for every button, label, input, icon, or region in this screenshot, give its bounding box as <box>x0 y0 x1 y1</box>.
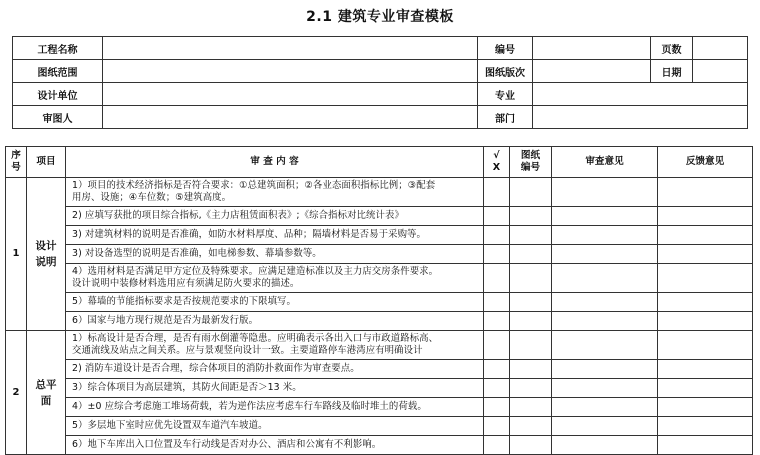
drawing-no-cell[interactable] <box>510 331 552 360</box>
feedback-cell[interactable] <box>658 331 753 360</box>
check-cell[interactable] <box>484 226 510 245</box>
feedback-cell[interactable] <box>658 379 753 398</box>
section-number: 2 <box>6 331 27 455</box>
info-row <box>13 60 748 83</box>
drawing-no-cell[interactable] <box>510 436 552 455</box>
check-cell[interactable] <box>484 360 510 379</box>
feedback-cell[interactable] <box>658 226 753 245</box>
opinion-cell[interactable] <box>552 293 658 312</box>
drawing-version-label: 图纸版次 <box>478 60 533 83</box>
opinion-header: 审查意见 <box>552 147 658 178</box>
number-label: 编号 <box>478 37 533 60</box>
feedback-cell[interactable] <box>658 293 753 312</box>
review-content: 3) 对建筑材料的说明是否准确，如防水材料厚度、品种；隔墙材料是否易于采购等。 <box>66 226 484 245</box>
section-item: 设计 说明 <box>27 178 66 331</box>
opinion-cell[interactable] <box>552 264 658 293</box>
section-item: 总平 面 <box>27 331 66 455</box>
table-row <box>6 245 753 264</box>
opinion-cell[interactable] <box>552 226 658 245</box>
opinion-cell[interactable] <box>552 398 658 417</box>
reviewer-label: 审图人 <box>13 106 103 129</box>
feedback-cell[interactable] <box>658 264 753 293</box>
check-cell[interactable] <box>484 417 510 436</box>
check-cell[interactable] <box>484 331 510 360</box>
feedback-cell[interactable] <box>658 207 753 226</box>
opinion-cell[interactable] <box>552 245 658 264</box>
drawing-no-cell[interactable] <box>510 417 552 436</box>
feedback-cell[interactable] <box>658 178 753 207</box>
table-row <box>6 360 753 379</box>
opinion-cell[interactable] <box>552 417 658 436</box>
reviewer-field[interactable] <box>103 106 478 129</box>
table-row <box>6 264 753 293</box>
date-label: 日期 <box>651 60 693 83</box>
discipline-label: 专业 <box>478 83 533 106</box>
check-cell[interactable] <box>484 436 510 455</box>
opinion-cell[interactable] <box>552 379 658 398</box>
opinion-cell[interactable] <box>552 331 658 360</box>
drawing-no-cell[interactable] <box>510 226 552 245</box>
date-field[interactable] <box>693 60 748 83</box>
drawing-version-field[interactable] <box>533 60 651 83</box>
feedback-cell[interactable] <box>658 360 753 379</box>
feedback-cell[interactable] <box>658 417 753 436</box>
review-content: 3) 对设备选型的说明是否准确，如电梯参数、幕墙参数等。 <box>66 245 484 264</box>
feedback-header: 反馈意见 <box>658 147 753 178</box>
opinion-cell[interactable] <box>552 312 658 331</box>
drawing-no-cell[interactable] <box>510 178 552 207</box>
table-row <box>6 178 753 207</box>
feedback-cell[interactable] <box>658 398 753 417</box>
seq-header: 序 号 <box>6 147 27 178</box>
feedback-cell[interactable] <box>658 312 753 331</box>
table-row <box>6 417 753 436</box>
project-name-field[interactable] <box>103 37 478 60</box>
table-row <box>6 331 753 360</box>
review-content: 5）幕墙的节能指标要求是否按规范要求的下限填写。 <box>66 293 484 312</box>
opinion-cell[interactable] <box>552 436 658 455</box>
drawing-no-header: 图纸 编号 <box>510 147 552 178</box>
review-content: 6）地下车库出入口位置及车行动线是否对办公、酒店和公寓有不利影响。 <box>66 436 484 455</box>
table-row <box>6 379 753 398</box>
review-header-row <box>6 147 753 178</box>
table-row <box>6 226 753 245</box>
item-header: 项目 <box>27 147 66 178</box>
department-field[interactable] <box>533 106 748 129</box>
review-table <box>5 146 753 455</box>
pages-field[interactable] <box>693 37 748 60</box>
project-name-label: 工程名称 <box>13 37 103 60</box>
info-row <box>13 37 748 60</box>
review-content: 5）多层地下室时应优先设置双车道汽车坡道。 <box>66 417 484 436</box>
check-cell[interactable] <box>484 379 510 398</box>
design-unit-label: 设计单位 <box>13 83 103 106</box>
opinion-cell[interactable] <box>552 360 658 379</box>
info-row <box>13 106 748 129</box>
check-cell[interactable] <box>484 178 510 207</box>
drawing-no-cell[interactable] <box>510 360 552 379</box>
content-header: 审 查 内 容 <box>66 147 484 178</box>
table-row <box>6 436 753 455</box>
discipline-field[interactable] <box>533 83 748 106</box>
opinion-cell[interactable] <box>552 178 658 207</box>
review-content: 1）项目的技术经济指标是否符合要求：①总建筑面积；②各业态面积指标比例；③配套 用房、设施；④车位数；⑤建筑高度。 <box>66 178 484 207</box>
feedback-cell[interactable] <box>658 436 753 455</box>
check-cell[interactable] <box>484 245 510 264</box>
feedback-cell[interactable] <box>658 245 753 264</box>
drawing-no-cell[interactable] <box>510 264 552 293</box>
department-label: 部门 <box>478 106 533 129</box>
pages-label: 页数 <box>651 37 693 60</box>
table-row <box>6 293 753 312</box>
design-unit-field[interactable] <box>103 83 478 106</box>
check-cell[interactable] <box>484 293 510 312</box>
drawing-scope-label: 图纸范围 <box>13 60 103 83</box>
review-content: 2) 消防车道设计是否合理，综合体项目的消防扑救面作为审查要点。 <box>66 360 484 379</box>
drawing-no-cell[interactable] <box>510 293 552 312</box>
number-field[interactable] <box>533 37 651 60</box>
check-cell[interactable] <box>484 312 510 331</box>
section-number: 1 <box>6 178 27 331</box>
drawing-no-cell[interactable] <box>510 245 552 264</box>
review-content: 4）选用材料是否满足甲方定位及特殊要求。应满足建造标准以及主力店交房条件要求。 设计说明中装修材料选用应有须满足防火要求的描述。 <box>66 264 484 293</box>
drawing-no-cell[interactable] <box>510 207 552 226</box>
page-title: 2.1 建筑专业审查模板 <box>306 9 454 25</box>
drawing-scope-field[interactable] <box>103 60 478 83</box>
opinion-cell[interactable] <box>552 207 658 226</box>
review-content: 6）国家与地方现行规范是否为最新发行版。 <box>66 312 484 331</box>
check-header: √ X <box>484 147 510 178</box>
drawing-no-cell[interactable] <box>510 312 552 331</box>
table-row <box>6 312 753 331</box>
drawing-no-cell[interactable] <box>510 398 552 417</box>
check-cell[interactable] <box>484 264 510 293</box>
review-content: 3）综合体项目为高层建筑，其防火间距是否＞13 米。 <box>66 379 484 398</box>
table-row <box>6 398 753 417</box>
check-cell[interactable] <box>484 398 510 417</box>
check-cell[interactable] <box>484 207 510 226</box>
info-row <box>13 83 748 106</box>
project-info-table <box>12 36 748 129</box>
drawing-no-cell[interactable] <box>510 379 552 398</box>
review-content: 1）标高设计是否合理，是否有雨水倒灌等隐患。应明确表示各出入口与市政道路标高、 交通流线及站点之间关系。应与景观竖向设计一致。主要道路停车港湾应有明确设计 <box>66 331 484 360</box>
review-content: 4）±0 应综合考虑施工堆场荷载，若为逆作法应考虑车行车路线及临时堆土的荷载。 <box>66 398 484 417</box>
table-row <box>6 207 753 226</box>
review-content: 2) 应填写获批的项目综合指标,《主力店租赁面积表》;《综合指标对比统计表》 <box>66 207 484 226</box>
